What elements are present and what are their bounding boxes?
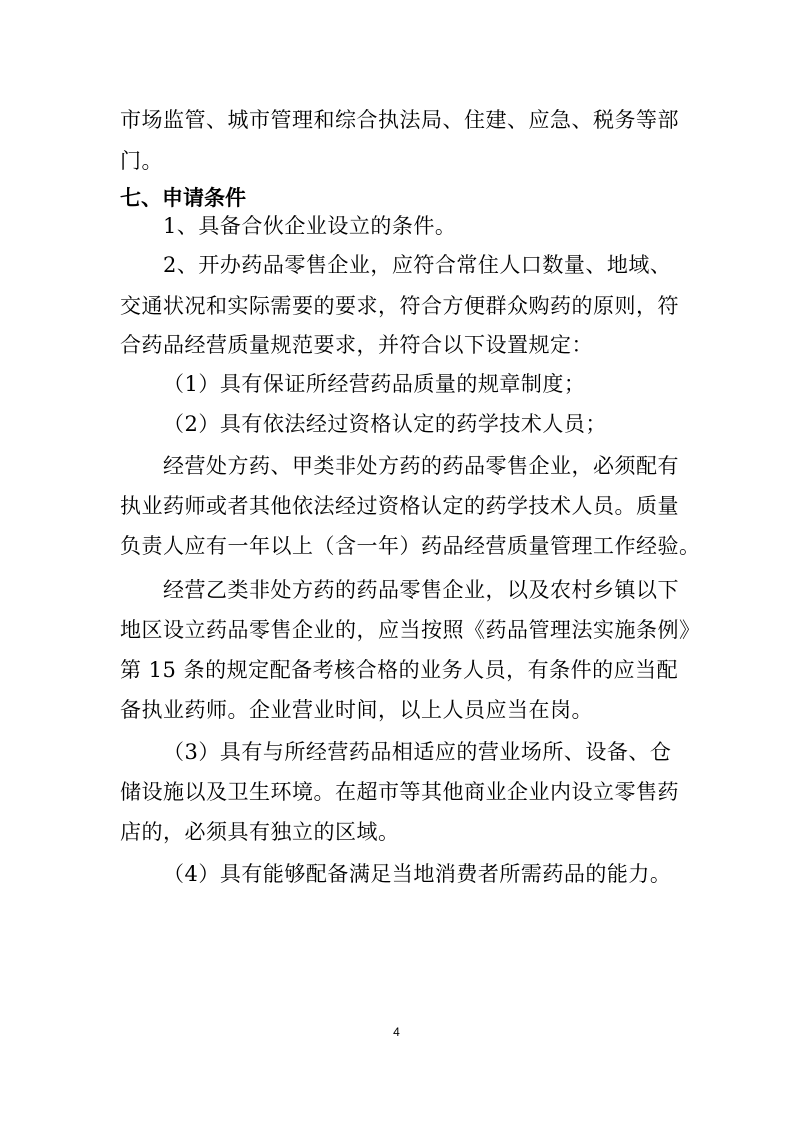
list-item: （2）具有依法经过资格认定的药学技术人员； [163,412,607,436]
paragraph-line: 1、具备合伙企业设立的条件。 [163,214,457,238]
paragraph-line: 储设施以及卫生环境。在超市等其他商业企业内设立零售药 [120,780,679,804]
list-item: （4）具有能够配备满足当地消费者所需药品的能力。 [163,862,672,886]
paragraph-line: 第 15 条的规定配备考核合格的业务人员，有条件的应当配 [120,658,679,682]
list-item: （3）具有与所经营药品相适应的营业场所、设备、仓 [163,740,672,764]
paragraph-line: 执业药师或者其他依法经过资格认定的药学技术人员。质量 [120,494,679,518]
page-number: 4 [393,1025,400,1039]
paragraph-line: 经营处方药、甲类非处方药的药品零售企业，必须配有 [163,454,679,478]
paragraph-line: 负责人应有一年以上（含一年）药品经营质量管理工作经验。 [120,534,701,558]
paragraph-line: 交通状况和实际需要的要求，符合方便群众购药的原则，符 [120,294,679,318]
paragraph-line: 市场监管、城市管理和综合执法局、住建、应急、税务等部 [120,108,679,132]
paragraph-line: 合药品经营质量规范要求，并符合以下设置规定： [120,333,593,357]
paragraph-line: 2、开办药品零售企业，应符合常住人口数量、地域、 [163,253,672,277]
paragraph-line: 备执业药师。企业营业时间，以上人员应当在岗。 [120,698,593,722]
section-heading: 七、申请条件 [120,186,246,210]
paragraph-line: 地区设立药品零售企业的，应当按照《药品管理法实施条例》 [120,618,701,642]
paragraph-line: 门。 [120,149,163,173]
list-item: （1）具有保证所经营药品质量的规章制度； [163,372,586,396]
paragraph-line: 经营乙类非处方药的药品零售企业，以及农村乡镇以下 [163,578,679,602]
paragraph-line: 店的，必须具有独立的区域。 [120,820,400,844]
